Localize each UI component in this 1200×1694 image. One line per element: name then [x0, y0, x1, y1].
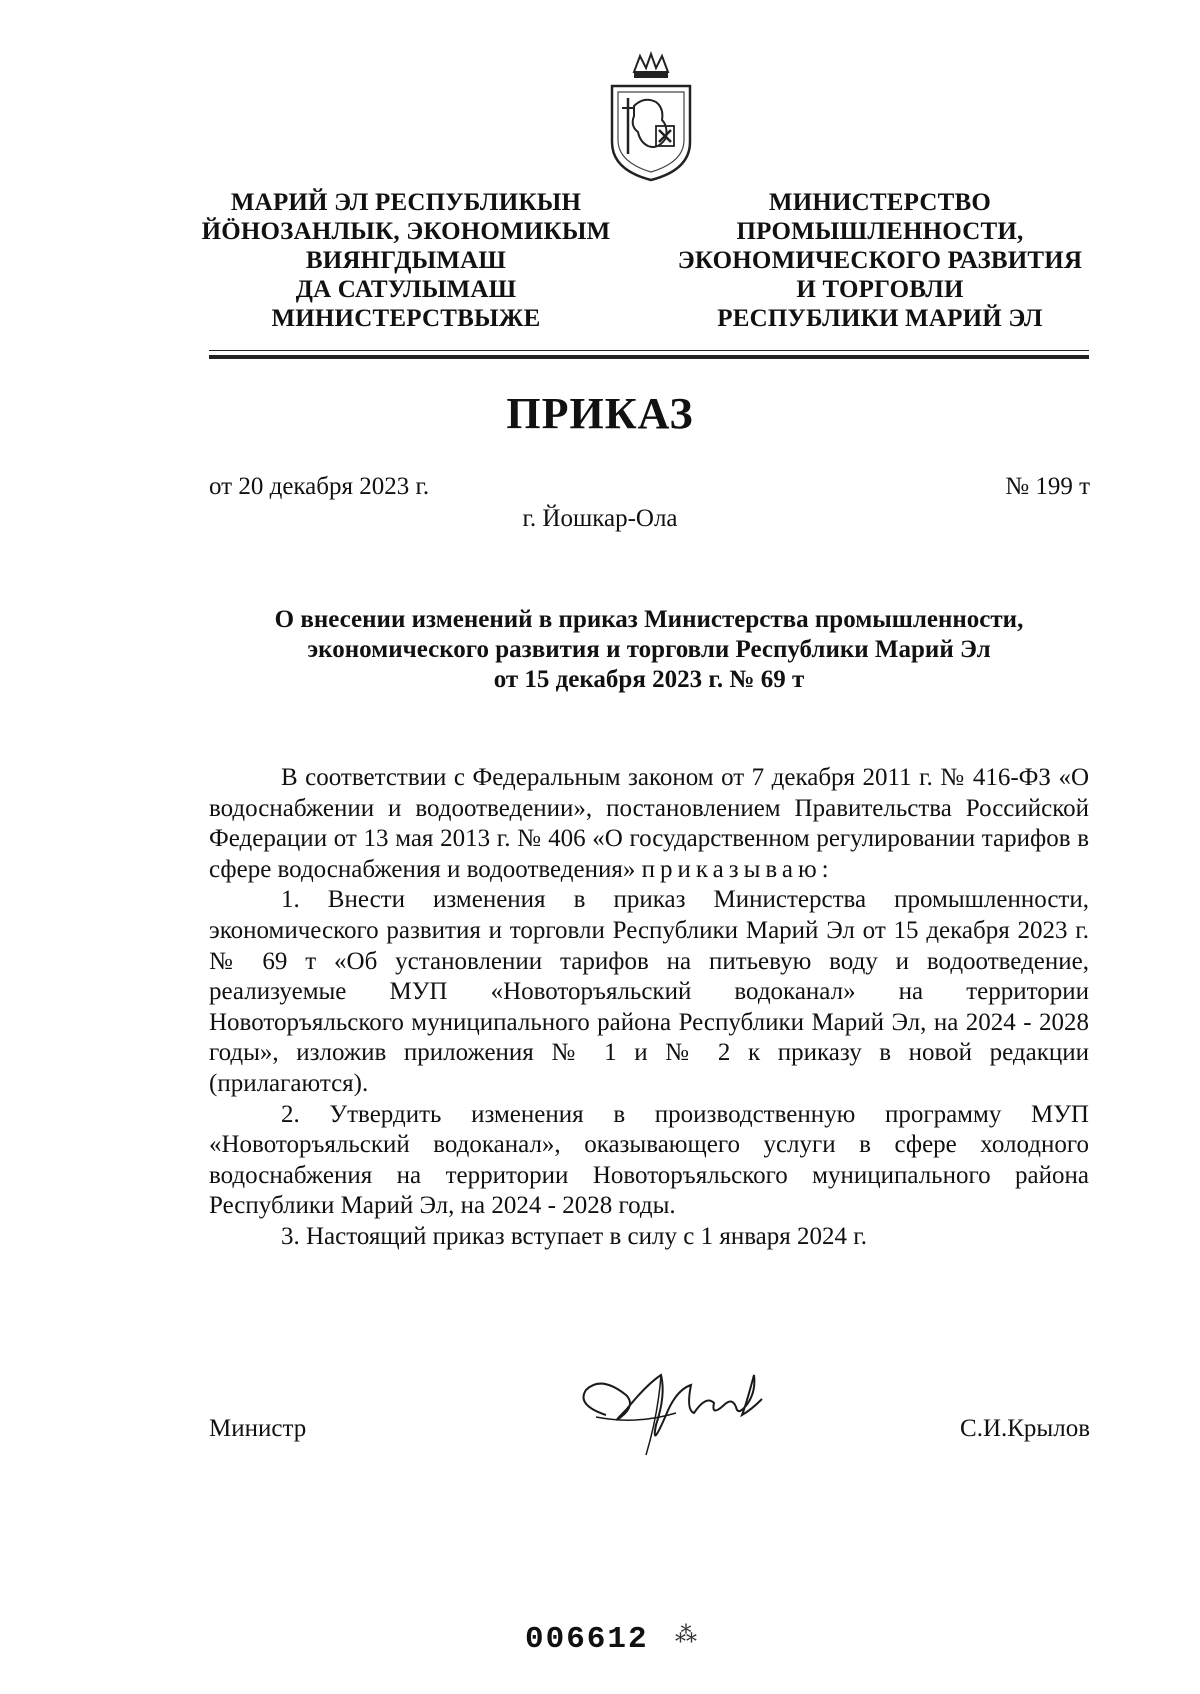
handwritten-signature — [566, 1355, 786, 1465]
order-item: 1. Внести изменения в приказ Министерства промышленности, экономического развития и торговли Республики Марий Эл от 15 декабря 2023 г. № 69 т «Об установлении тарифов на питьевую воду и водоотведение, реализуемые МУП «Новоторъяльский водоканал» на территории Новоторъяльского муниципального района Республики Марий Эл, на 2024 - 2028 годы», изложив приложения № 1 и № 2 к приказу в новой редакции (прилагаются). — [209, 886, 1089, 1097]
signatory-role: Министр — [209, 1415, 307, 1442]
subject-line: О внесении изменений в приказ Министерства промышленности, — [274, 606, 1024, 633]
serial-number: 006612 — [525, 1622, 649, 1657]
subject-line: от 15 декабря 2023 г. № 69 т — [493, 666, 805, 693]
document-title: ПРИКАЗ — [506, 389, 694, 438]
order-word: приказываю: — [641, 855, 834, 883]
coat-of-arms-icon — [604, 50, 698, 186]
header-left-line: МАРИЙ ЭЛ РЕСПУБЛИКЫН — [230, 189, 582, 216]
serial-mark: ⁂ — [675, 1622, 697, 1647]
ministry-name-russian — [660, 188, 1100, 333]
header-right-line: РЕСПУБЛИКИ МАРИЙ ЭЛ — [717, 305, 1043, 332]
header-left-line: МИНИСТЕРСТВЫЖЕ — [271, 305, 541, 332]
order-item: 3. Настоящий приказ вступает в силу с 1 января 2024 г. — [281, 1222, 867, 1250]
header-left-line: ДА САТУЛЫМАШ — [295, 276, 517, 303]
header-right-line: И ТОРГОВЛИ — [796, 276, 964, 303]
header-left-line: ЙӦНОЗАНЛЫК, ЭКОНОМИКЫМ — [201, 218, 611, 245]
document-subject — [209, 605, 1089, 695]
header-divider-thick — [209, 355, 1089, 359]
preamble-paragraph — [209, 763, 1089, 885]
header-left-line: ВИЯНГДЫМАШ — [305, 247, 507, 274]
document-date: от 20 декабря 2023 г. — [209, 473, 430, 500]
signatory-name: С.И.Крылов — [960, 1415, 1090, 1442]
document-body — [209, 763, 1089, 1253]
order-item: 2. Утвердить изменения в производственную программу МУП «Новоторъяльский водоканал», оказывающего услуги в сфере холодного водоснабжения на территории Новоторъяльского муниципального района Республики Марий Эл, на 2024 - 2028 годы. — [209, 1100, 1089, 1220]
header-right-line: МИНИСТЕРСТВО — [768, 189, 992, 216]
document-city: г. Йошкар-Ола — [522, 505, 678, 532]
header-right-line: ПРОМЫШЛЕННОСТИ, — [736, 218, 1024, 245]
subject-line: экономического развития и торговли Республики Марий Эл — [307, 636, 991, 663]
header-right-line: ЭКОНОМИЧЕСКОГО РАЗВИТИЯ — [677, 247, 1083, 274]
document-number: № 199 т — [1005, 473, 1090, 500]
preamble-text: В соответствии с Федеральным законом от 7 декабря 2011 г. № 416-ФЗ «О водоснабжении и водоотведении», постановлением Правительства Российской Федерации от 13 мая 2013 г. № 406 «О государственном регулировании тарифов в сфере водоснабжения и водоотведения» — [209, 764, 1089, 883]
header-divider-thin — [209, 350, 1089, 351]
ministry-name-mari — [196, 188, 616, 333]
